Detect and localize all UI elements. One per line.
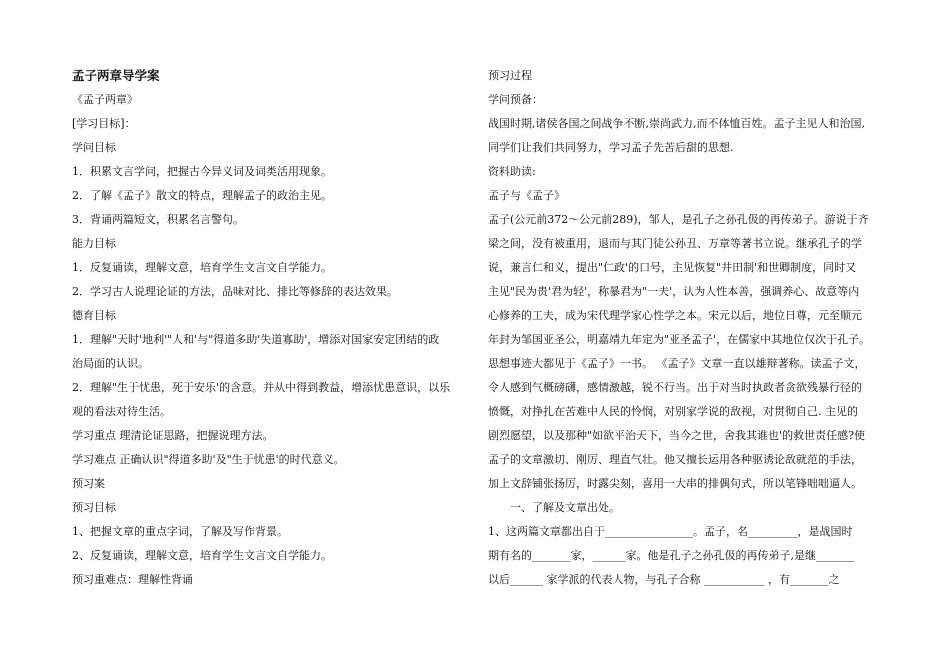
right-line: 同学们让我们共同努力，学习孟子先苦后甜的思想.: [488, 141, 734, 154]
right-column: [488, 64, 888, 592]
right-line: 加上文辞铺张扬厉，时露尖刻，喜用一大串的排偶句式，所以笔锋咄咄逼人。: [488, 477, 862, 490]
right-line: 令人感到气概磅礴，感情激越，锐不行当。出于对当时执政者贪欲残暴行径的: [488, 381, 862, 394]
right-line: 说，兼言仁和义，提出"仁政'的口号，主见恢复"井田制'和世卿制度，同时又: [488, 261, 857, 274]
page-title: 孟子两章导学案: [72, 68, 160, 83]
left-line: 能力目标: [72, 237, 116, 250]
right-line: 孟子(公元前372～公元前289)，邹人，是孔子之孙孔伋的再传弟子。游说于齐: [488, 213, 869, 226]
right-line: 以后______ 家学派的代表人物，与孔子合称 ___________ ，有_______之: [488, 573, 840, 586]
right-line: 剧烈愿望，以及那种"如欲平治天下，当今之世，舍我其谁也'的救世责任感?使: [488, 429, 865, 442]
left-line: 1、把握文章的重点字词，了解及写作背景。: [72, 525, 288, 538]
right-line: 思想事迹大都见于《孟子》一书。 《孟子》文章一直以雄辩著称。读孟子文，: [488, 357, 866, 370]
left-line: 预习目标: [72, 501, 116, 514]
left-line: 1．反复诵读，理解文意，培育学生文言文自学能力。: [72, 261, 332, 274]
left-line: 2．学习古人说理论证的方法，品味对比、排比等修辞的表达效果。: [72, 285, 398, 298]
left-line: 德育目标: [72, 309, 116, 322]
left-line: 预习重难点：理解性背诵: [72, 573, 193, 586]
right-line: 主见"民为贵'君为轻'，称暴君为"一夫'，认为人性本善，强调养心、故意等内: [488, 285, 860, 298]
right-line: 愤慨，对挣扎在苦难中人民的怜悯，对别家学说的敌视，对贯彻自己. 主见的: [488, 405, 858, 418]
right-line: 心修养的工夫，成为宋代理学家心性学之本。宋元以后，地位日尊，元至顺元: [488, 309, 862, 322]
left-line: 观的看法对待生活。: [72, 405, 171, 418]
left-line: 1．理解"天时'地利'"人和'与"得道多助'失道寡助'，增添对国家安定团结的政: [72, 333, 440, 346]
right-line: 年封为邹国亚圣公，明嘉靖九年定为"亚圣孟子'，在儒家中其地位仅次于孔子。: [488, 333, 871, 346]
right-line: 孟子与《孟子》: [488, 189, 565, 202]
left-line: 3．背诵两篇短文，积累名言警句。: [72, 213, 244, 226]
left-line: 预习案: [72, 477, 105, 490]
left-line: 治局面的认识。: [72, 357, 149, 370]
left-line: [学习目标]：: [72, 117, 136, 130]
right-line: 孟子的文章激切、刚厉、理直气壮。他又擅长运用各种驱诱论敌就范的手法，: [488, 453, 862, 466]
left-line: 1．积累文言学问，把握古今异义词及词类活用现象。: [72, 165, 332, 178]
left-line: 2．了解《孟子》散文的特点，理解孟子的政治主见。: [72, 189, 332, 202]
left-column: [72, 64, 464, 592]
right-line: 1、这两篇文章都出自于________________。孟子，名_________，是战国时: [488, 525, 853, 538]
left-line: 2．理解"生于忧患，死于安乐'的含意。并从中得到教益，增添忧患意识，以乐: [72, 381, 451, 394]
right-line: 预习过程: [488, 69, 532, 82]
right-line: 资料助读:: [488, 165, 536, 178]
left-line: 《孟子两章》: [72, 93, 138, 106]
right-line: 战国时期,诸侯各国之间战争不断,崇尚武力,而不体恤百姓。孟子主见人和治国,: [488, 117, 865, 130]
left-line: 2、反复诵读，理解文意，培育学生文言文自学能力。: [72, 549, 332, 562]
left-line: 学习难点 正确认识"得道多助'及"生于忧患'的时代意义。: [72, 453, 345, 466]
section-heading: 一、了解及文章出处。: [510, 501, 620, 514]
left-line: 学问目标: [72, 141, 116, 154]
right-line: 学问预备：: [488, 93, 543, 106]
left-line: 学习重点 理清论证思路，把握说理方法。: [72, 429, 274, 442]
right-line: 梁之间，没有被重用，退而与其门徒公孙丑、万章等著书立说。继承孔子的学: [488, 237, 862, 250]
right-line: 期有名的_______家，______家。他是孔子之孙孔伋的再传弟子,是继_______: [488, 549, 855, 562]
